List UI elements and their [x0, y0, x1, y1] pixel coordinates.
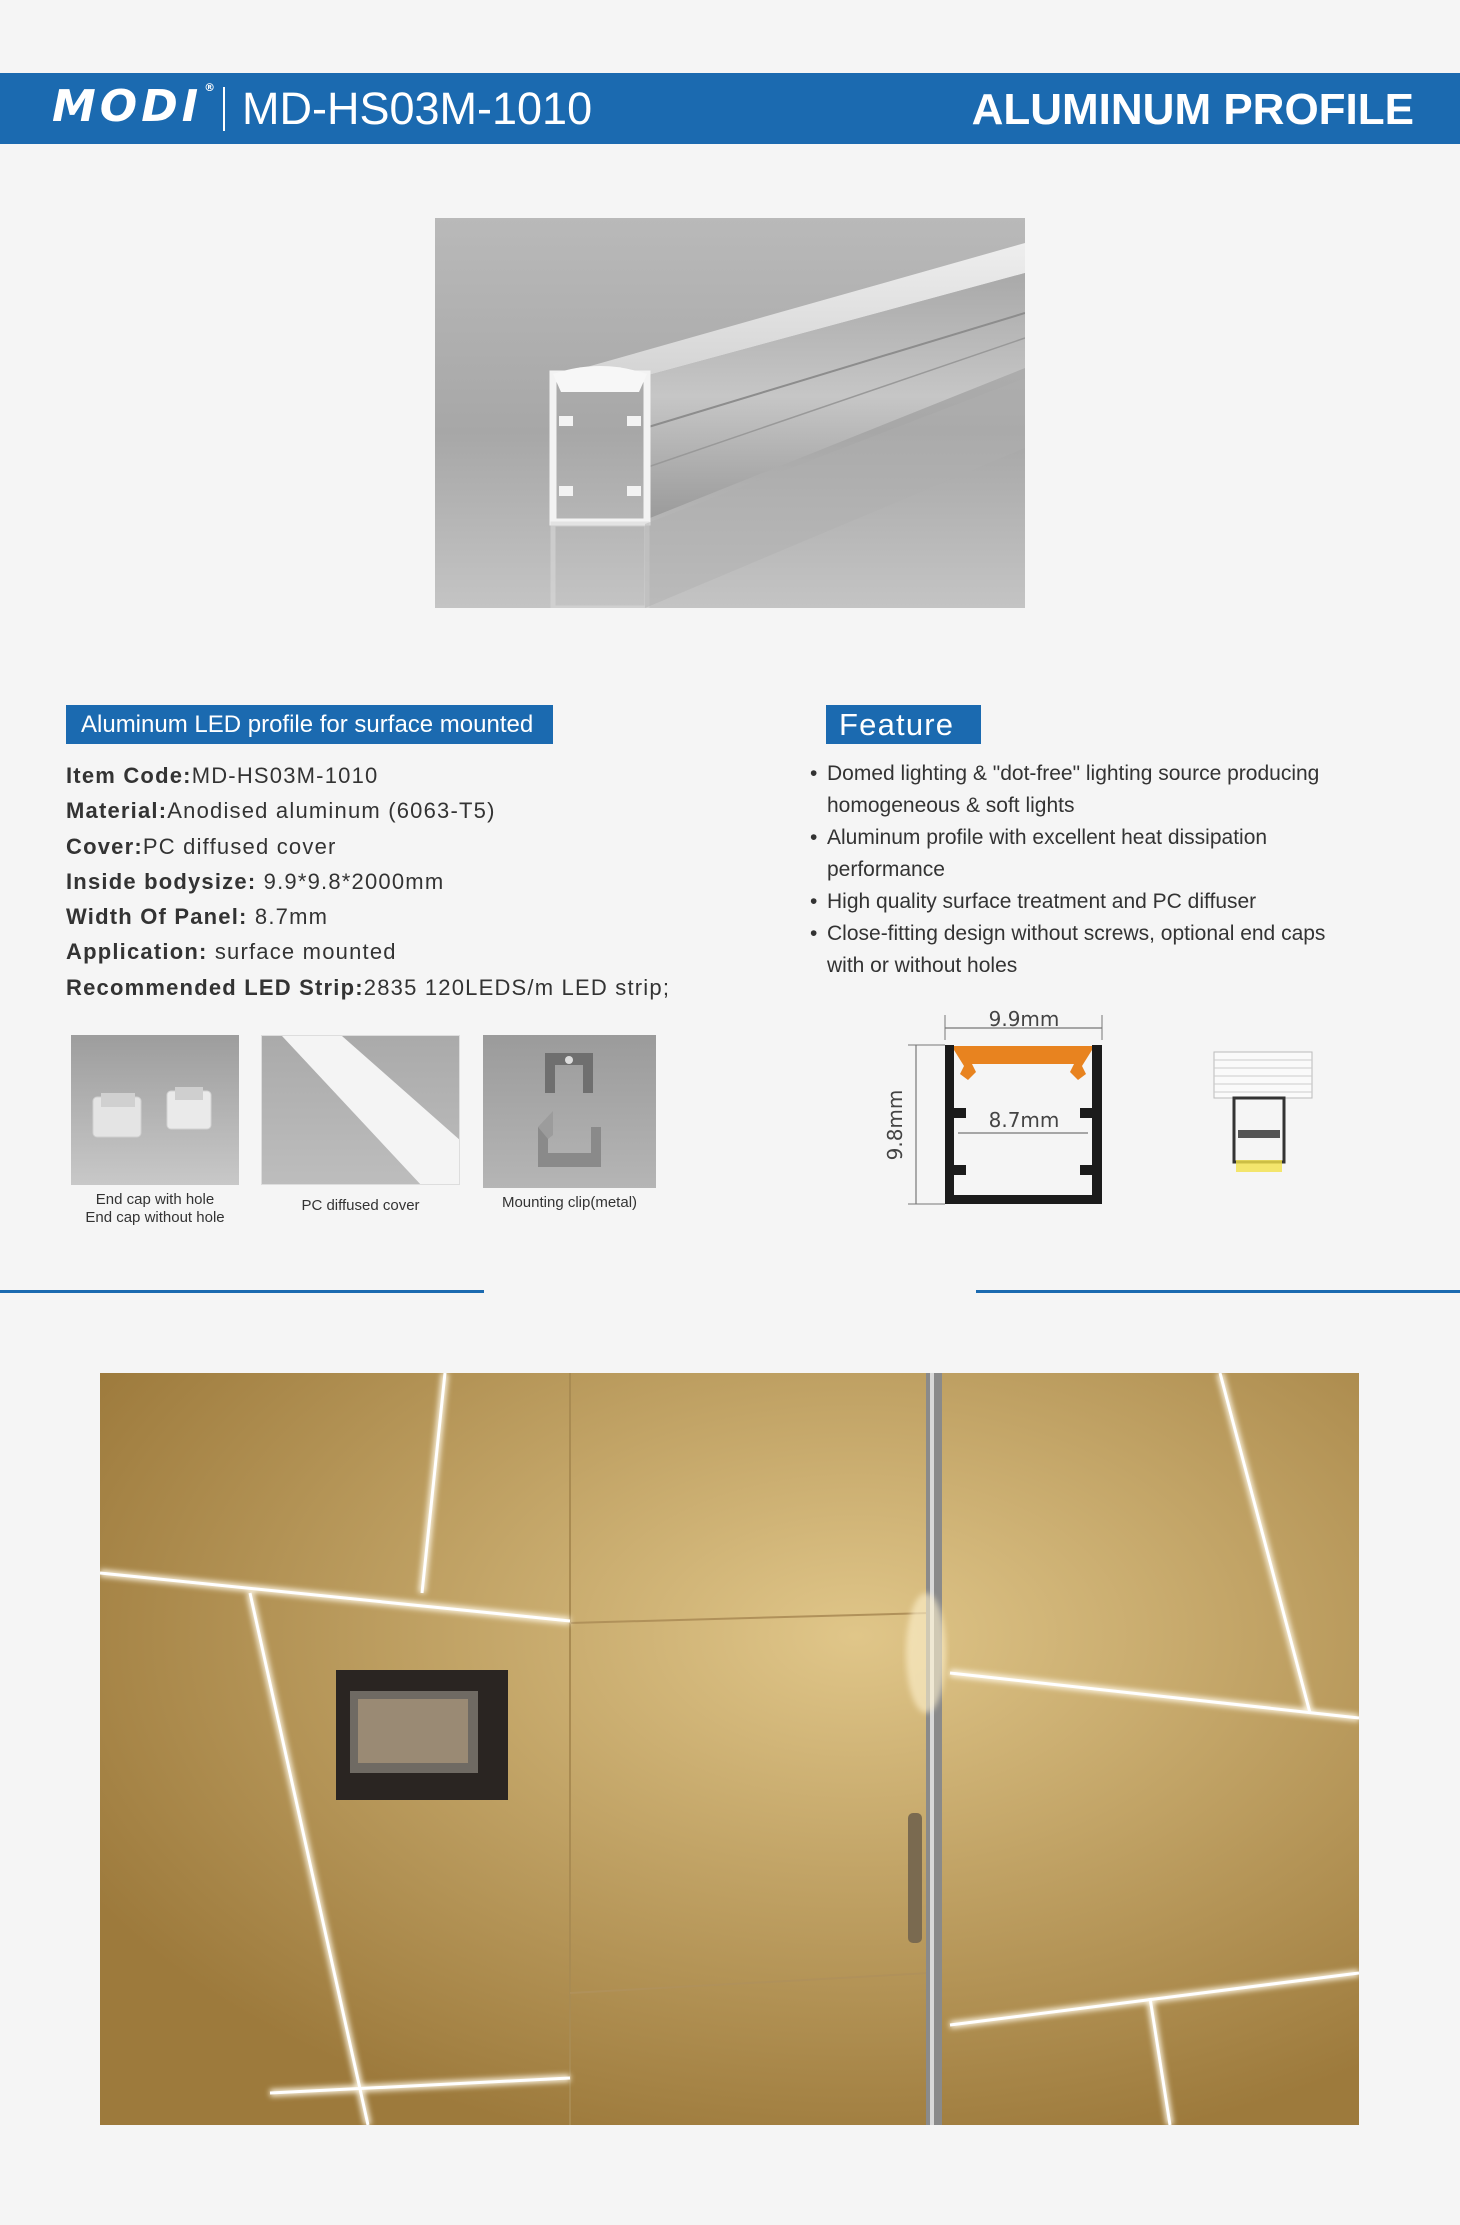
divider-left — [0, 1290, 484, 1293]
brand-logo: MODI ® — [52, 81, 216, 132]
feature-heading: Feature — [826, 705, 981, 744]
spec-cover: Cover:PC diffused cover — [66, 833, 337, 859]
header-divider — [223, 87, 225, 131]
clip-label: Mounting clip(metal) — [501, 1194, 638, 1211]
cover-label: PC diffused cover — [301, 1197, 420, 1214]
cross-section-diagram — [870, 1000, 1340, 1240]
feature-item: • High quality surface treatment and PC diffuser — [808, 886, 1368, 918]
spec-panel-width: Width Of Panel: 8.7mm — [66, 904, 329, 930]
divider-right — [976, 1290, 1460, 1293]
panel-dimension: 8.7mm — [988, 1108, 1060, 1132]
feature-item: • Aluminum profile with excellent heat dissipation performance — [808, 822, 1368, 886]
registered-mark: ® — [204, 81, 216, 95]
page-title: ALUMINUM PROFILE — [971, 85, 1414, 134]
end-cap-label: End cap with hole End cap without hole — [85, 1191, 225, 1226]
spec-material: Material:Anodised aluminum (6063-T5) — [66, 798, 496, 824]
height-dimension: 9.8mm — [883, 1089, 907, 1161]
diffuser-cover-photo — [261, 1035, 460, 1185]
product-photo — [435, 218, 1025, 608]
spec-list — [66, 758, 746, 1005]
spec-heading: Aluminum LED profile for surface mounted — [66, 705, 553, 744]
width-dimension: 9.9mm — [988, 1007, 1060, 1031]
header-bar — [0, 73, 1460, 144]
end-cap-photo — [71, 1035, 239, 1185]
application-scene-photo — [100, 1373, 1359, 2125]
spec-item-code: Item Code:MD-HS03M-1010 — [66, 763, 379, 788]
mounting-clip-photo — [483, 1035, 656, 1188]
spec-led-strip: Recommended LED Strip:2835 120LEDS/m LED strip; — [66, 974, 671, 1000]
spec-inside-bodysize: Inside bodysize: 9.9*9.8*2000mm — [66, 868, 445, 894]
feature-item: • Domed lighting & "dot-free" lighting source producing homogeneous & soft lights — [808, 758, 1368, 822]
model-number: MD-HS03M-1010 — [242, 83, 593, 134]
spec-application: Application: surface mounted — [66, 939, 397, 965]
feature-list — [808, 758, 1368, 982]
feature-item: • Close-fitting design without screws, optional end caps with or without holes — [808, 918, 1368, 982]
